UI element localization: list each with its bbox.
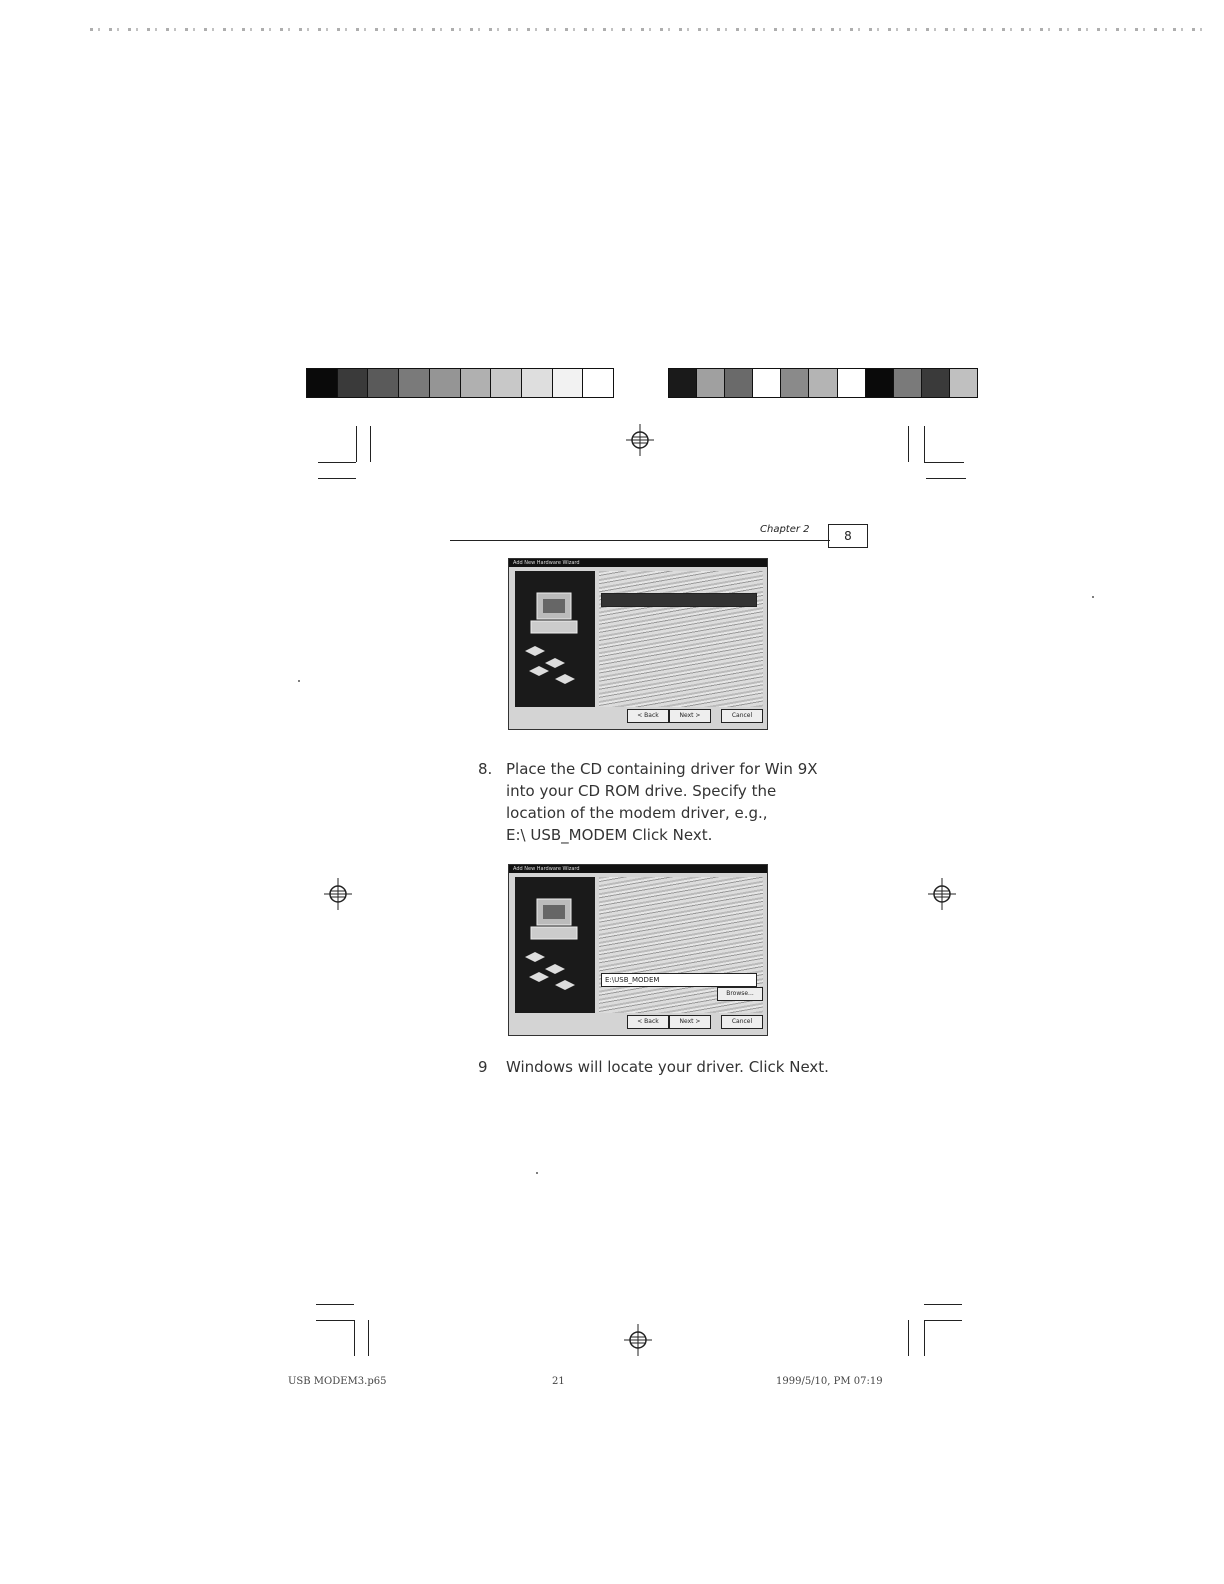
chapter-rule [450,540,830,541]
window-titlebar [509,559,767,567]
wizard-computer-icon [515,877,595,1013]
registration-mark-icon [924,876,960,912]
crop-mark [370,426,371,462]
step-line: Windows will locate your driver. Click Next. [506,1058,829,1076]
step-line: Place the CD containing driver for Win 9X [506,760,818,778]
step-line: into your CD ROM drive. Specify the [506,782,777,800]
crop-mark [318,478,356,479]
footer-filename: USB MODEM3.p65 [288,1376,387,1387]
crop-mark [908,426,909,462]
color-bar-left [306,368,614,398]
crop-mark [924,426,925,462]
step-8 [478,758,878,848]
color-bar-right [668,368,978,398]
wizard-computer-icon [515,571,595,707]
wizard-screenshot-1 [508,558,768,730]
registration-mark-icon [320,876,356,912]
page-number: 8 [828,524,868,548]
crop-mark [316,1304,354,1305]
browse-button[interactable]: Browse... [717,987,763,1001]
wizard-option-highlight [601,593,757,607]
crop-mark [926,478,966,479]
step-text [506,1056,829,1078]
back-button[interactable]: < Back [627,1015,669,1029]
crop-mark [368,1320,369,1356]
window-title: Add New Hardware Wizard [513,866,580,872]
step-line: E:\ USB_MODEM Click Next. [506,826,713,844]
registration-mark-icon [620,1322,656,1358]
cancel-button[interactable]: Cancel [721,1015,763,1029]
wizard-screenshot-2 [508,864,768,1036]
crop-mark [924,1320,925,1356]
crop-mark [356,426,357,462]
window-titlebar [509,865,767,873]
wizard-content [599,571,763,707]
footer-timestamp: 1999/5/10, PM 07:19 [776,1376,883,1387]
back-button[interactable]: < Back [627,709,669,723]
crop-mark [318,462,356,463]
crop-mark [908,1320,909,1356]
next-button[interactable]: Next > [669,1015,711,1029]
chapter-label: Chapter 2 [760,524,810,535]
crop-mark [316,1320,354,1321]
step-line: location of the modem driver, e.g., [506,804,768,822]
footer-sheet-number: 21 [552,1376,565,1387]
scan-speck [1092,596,1094,598]
scan-speck [298,680,300,682]
window-title: Add New Hardware Wizard [513,560,580,566]
crop-mark [924,1320,962,1321]
step-9 [478,1056,898,1080]
scan-noise-top [90,28,1210,31]
crop-mark [924,462,964,463]
crop-mark [354,1320,355,1356]
registration-mark-icon [622,422,658,458]
next-button[interactable]: Next > [669,709,711,723]
cancel-button[interactable]: Cancel [721,709,763,723]
location-input[interactable]: E:\USB_MODEM [601,973,757,987]
step-number: 8. [478,760,493,778]
crop-mark [924,1304,962,1305]
step-number: 9 [478,1058,488,1076]
scan-speck [536,1172,538,1174]
step-text [506,758,818,846]
